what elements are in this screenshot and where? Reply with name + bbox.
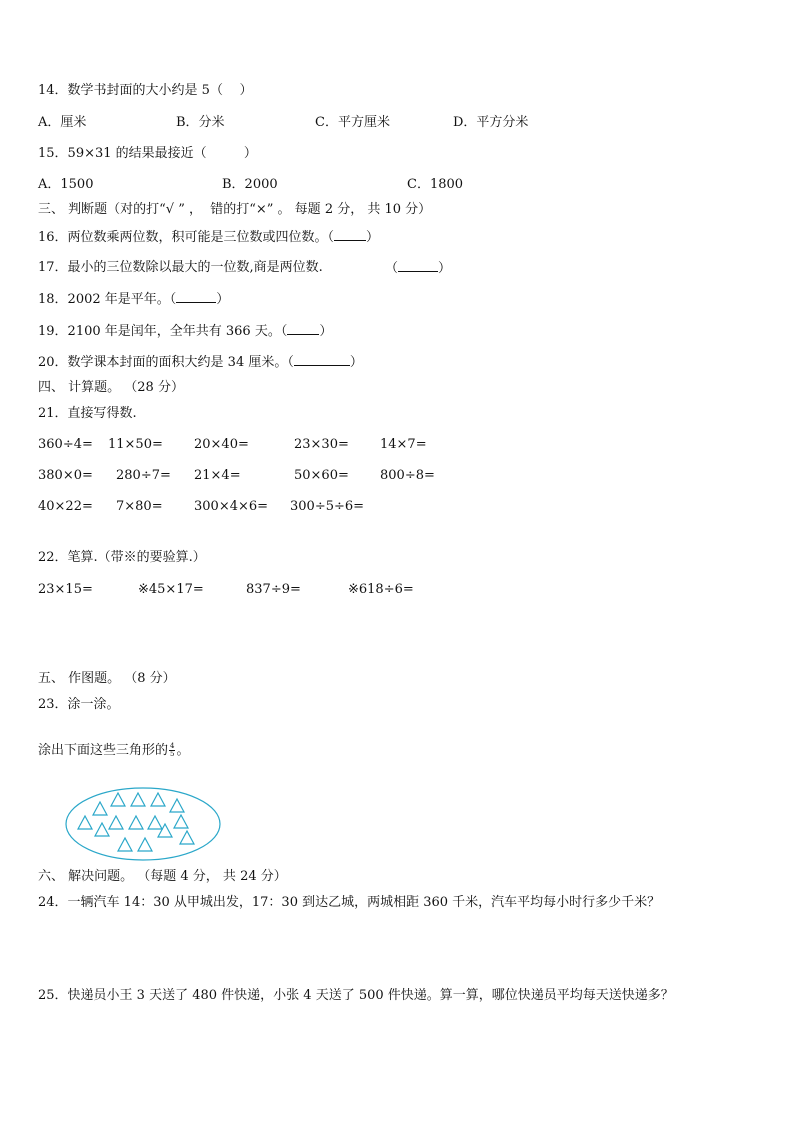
q18-close: ） — [216, 292, 230, 307]
triangle-shape[interactable] — [118, 838, 132, 851]
question-19 — [38, 322, 332, 341]
question-17 — [38, 259, 323, 277]
q17-open: （ — [385, 261, 399, 276]
q15-option-c: C．1800 — [407, 177, 464, 192]
question-20 — [38, 353, 363, 372]
calc-item: 20×40= — [194, 437, 249, 452]
triangle-shape[interactable] — [78, 816, 92, 829]
written-calc-item: 837÷9= — [246, 582, 301, 597]
calc-item: 300÷5÷6= — [290, 499, 365, 514]
calc-item: 300×4×6= — [194, 499, 269, 514]
triangle-shape[interactable] — [129, 816, 143, 829]
q20-close: ） — [349, 355, 363, 370]
question-14: 14．数学书封面的大小约是 5（ ） — [38, 83, 253, 98]
question-18 — [38, 290, 229, 309]
triangles-oval-figure — [64, 786, 224, 862]
q19-answer-blank[interactable] — [287, 322, 319, 335]
q23-instruction-text: 涂出下面这些三角形的 — [38, 743, 169, 758]
triangle-shape[interactable] — [93, 802, 107, 815]
triangle-shape[interactable] — [174, 815, 188, 828]
question-21-title: 21．直接写得数. — [38, 406, 137, 421]
q19-close: ） — [319, 324, 333, 339]
triangle-shape[interactable] — [95, 823, 109, 836]
question-23-instruction — [38, 742, 190, 760]
q17-close: ） — [438, 261, 452, 276]
written-calc-item: ※618÷6= — [348, 582, 414, 597]
triangle-shape[interactable] — [111, 793, 125, 806]
q17-answer-blank[interactable] — [398, 259, 438, 272]
triangle-shape[interactable] — [180, 831, 194, 844]
calc-item: 380×0= — [38, 468, 93, 483]
q15-option-a: A．1500 — [38, 177, 94, 192]
section-4-title: 四、 计算题。 （28 分） — [38, 380, 184, 395]
written-calc-item: 23×15= — [38, 582, 93, 597]
q14-option-a: A．厘米 — [38, 115, 87, 130]
question-22-title: 22．笔算.（带※的要验算.） — [38, 550, 206, 565]
question-24: 24．一辆汽车 14：30 从甲城出发，17：30 到达乙城，两城相距 360 千米，汽车平均每小时行多少千米？ — [38, 895, 661, 910]
triangle-shape[interactable] — [170, 799, 184, 812]
section-5-title: 五、 作图题。 （8 分） — [38, 671, 176, 686]
question-25: 25．快递员小王 3 天送了 480 件快递，小张 4 天送了 500 件快递。算一算，哪位快递员平均每天送快递多？ — [38, 988, 674, 1003]
q15-option-b: B．2000 — [222, 177, 278, 192]
q23-period: 。 — [176, 743, 190, 758]
q16-close: ） — [366, 230, 380, 245]
question-23-title: 23．涂一涂。 — [38, 697, 120, 712]
calc-item: 21×4= — [194, 468, 241, 483]
calc-item: 280÷7= — [116, 468, 171, 483]
triangle-shape[interactable] — [151, 793, 165, 806]
q17-text: 17．最小的三位数除以最大的一位数,商是两位数. — [38, 260, 323, 275]
q19-text: 19．2100 年是闰年，全年共有 366 天。（ — [38, 324, 288, 339]
q17-answer — [385, 259, 451, 278]
section-3-title: 三、 判断题（对的打“√ ” ， 错的打“×” 。 每题 2 分， 共 10 分） — [38, 202, 432, 217]
q16-answer-blank[interactable] — [334, 228, 366, 241]
q14-option-d: D．平方分米 — [453, 115, 529, 130]
calc-item: 360÷4= — [38, 437, 93, 452]
q16-text: 16．两位数乘两位数，积可能是三位数或四位数。（ — [38, 230, 335, 245]
calc-item: 14×7= — [380, 437, 427, 452]
q14-option-b: B．分米 — [176, 115, 225, 130]
question-16 — [38, 228, 379, 247]
q18-answer-blank[interactable] — [176, 290, 216, 303]
q18-text: 18．2002 年是平年。（ — [38, 292, 177, 307]
written-calc-item: ※45×17= — [138, 582, 204, 597]
calc-item: 800÷8= — [380, 468, 435, 483]
q20-answer-blank[interactable] — [294, 353, 350, 366]
calc-item: 11×50= — [108, 437, 163, 452]
fraction-numerator: 4 — [170, 742, 175, 750]
q14-option-c: C．平方厘米 — [315, 115, 390, 130]
calc-item: 23×30= — [294, 437, 349, 452]
triangle-shape[interactable] — [109, 816, 123, 829]
section-6-title: 六、 解决问题。 （每题 4 分， 共 24 分） — [38, 869, 287, 884]
question-15: 15．59×31 的结果最接近（ ） — [38, 146, 257, 161]
triangle-shape[interactable] — [138, 838, 152, 851]
calc-item: 50×60= — [294, 468, 349, 483]
calc-item: 7×80= — [116, 499, 163, 514]
q20-text: 20．数学课本封面的面积大约是 34 厘米。（ — [38, 355, 294, 370]
triangle-shape[interactable] — [131, 793, 145, 806]
triangle-shape[interactable] — [148, 816, 162, 829]
fraction-denominator: 5 — [170, 750, 175, 758]
fraction-four-fifths — [169, 743, 175, 758]
calc-item: 40×22= — [38, 499, 93, 514]
